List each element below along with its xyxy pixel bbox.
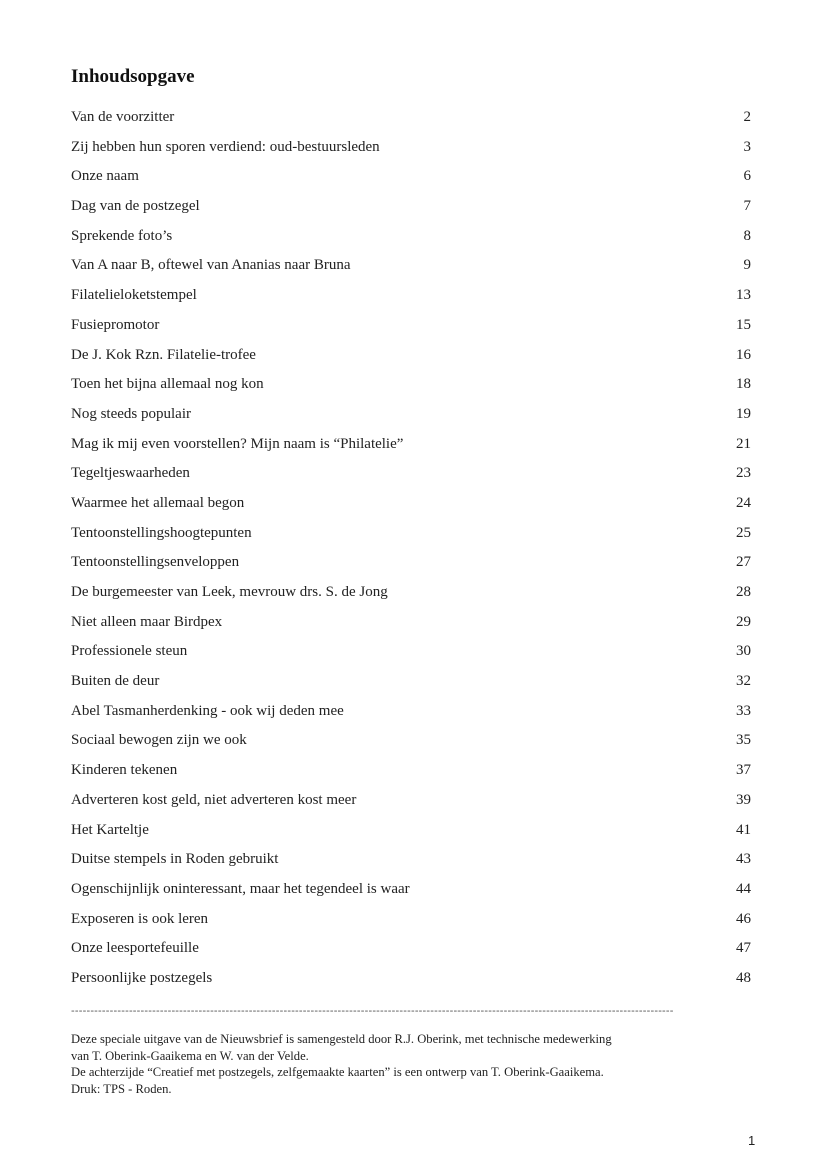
toc-entry [71,911,751,941]
toc-entry [71,139,751,169]
toc-entry-page: 41 [736,821,751,838]
toc-entry [71,673,751,703]
toc-entry-page: 21 [736,435,751,452]
toc-entry-title: Sprekende foto’s [71,227,173,244]
toc-entry-page: 33 [736,702,751,719]
toc-entry-page: 37 [736,762,751,779]
toc-entry [71,851,751,881]
toc-entry [71,228,751,258]
toc-entry-title: Ogenschijnlijk oninteressant, maar het tegendeel is waar [71,880,410,897]
toc-entry [71,168,751,198]
toc-entry-title: Van de voorzitter [71,109,175,125]
toc-entry-title: Waarmee het allemaal begon [71,494,245,511]
toc-entry-page: 46 [736,910,751,927]
toc-entry-title: Dag van de postzegel [71,198,200,215]
toc-entry-page: 19 [736,405,751,422]
toc-entry [71,376,751,406]
toc-entry-title: Tegeltjeswaarheden [71,465,190,482]
colophon-line: Druk: TPS - Roden. [71,1081,172,1096]
toc-entry-page: 28 [736,584,751,600]
toc-entry-page: 24 [736,494,751,511]
toc-entry [71,436,751,466]
table-of-contents [71,109,751,1000]
toc-entry-page: 9 [743,257,751,274]
toc-entry-page: 6 [743,168,751,185]
toc-entry-title: Toen het bijna allemaal nog kon [71,376,264,393]
colophon-line: Deze speciale uitgave van de Nieuwsbrief is samengesteld door R.J. Oberink, met technische medewerking [71,1032,612,1046]
toc-entry-page: 27 [736,554,751,571]
toc-entry-title: De J. Kok Rzn. Filatelie-trofee [71,346,256,363]
toc-entry-title: Het Karteltje [71,821,149,838]
toc-entry-page: 8 [743,227,751,244]
toc-entry-title: Niet alleen maar Birdpex [71,613,223,630]
toc-entry-title: Duitse stempels in Roden gebruikt [71,851,279,868]
toc-entry-title: Zij hebben hun sporen verdiend: oud-bestuursleden [71,138,380,155]
toc-entry-page: 39 [736,791,751,808]
toc-entry-title: Kinderen tekenen [71,762,178,779]
toc-entry-page: 25 [736,524,751,541]
toc-entry-title: Onze naam [71,168,139,185]
toc-entry [71,614,751,644]
toc-entry [71,317,751,347]
toc-entry [71,465,751,495]
toc-entry-title: Tentoonstellingshoogtepunten [71,524,252,541]
toc-entry-page: 32 [736,673,751,690]
toc-entry [71,970,751,1000]
colophon [71,1031,771,1097]
toc-entry-page: 16 [736,346,751,363]
toc-entry-title: Professionele steun [71,643,188,660]
toc-entry [71,347,751,377]
toc-entry-page: 3 [743,138,751,155]
dashed-separator: ------------------------------------------------------------------------------------------------------------------------------------------------------------ [71,1005,674,1017]
toc-entry-title: Abel Tasmanherdenking - ook wij deden mee [71,702,344,719]
toc-entry-title: Fusiepromotor [71,316,160,333]
toc-entry [71,525,751,555]
toc-entry-title: Adverteren kost geld, niet adverteren kost meer [71,791,357,808]
toc-entry [71,643,751,673]
toc-entry-title: Filatelieloketstempel [71,287,197,304]
toc-entry-title: Tentoonstellingsenveloppen [71,554,240,571]
toc-entry [71,792,751,822]
toc-entry-page: 44 [736,880,751,897]
toc-entry [71,287,751,317]
toc-entry-page: 18 [736,376,751,393]
toc-entry [71,584,751,614]
toc-entry-title: Van A naar B, oftewel van Ananias naar Bruna [71,257,351,274]
toc-entry-page: 15 [736,316,751,333]
toc-entry-title: Onze leesportefeuille [71,940,199,957]
toc-entry-page: 7 [743,198,751,215]
toc-entry-page: 48 [736,969,751,986]
toc-entry-page: 47 [736,940,751,957]
toc-entry-title: De burgemeester van Leek, mevrouw drs. S. de Jong [71,584,388,600]
toc-entry [71,881,751,911]
toc-entry-page: 30 [736,643,751,660]
toc-entry-page: 23 [736,465,751,482]
toc-entry [71,257,751,287]
toc-entry-page: 2 [743,109,751,125]
page-title: Inhoudsopgave [71,66,195,87]
toc-entry-title: Buiten de deur [71,673,160,690]
toc-entry-page: 29 [736,613,751,630]
toc-entry [71,554,751,584]
toc-entry-page: 35 [736,732,751,749]
toc-entry [71,406,751,436]
toc-entry [71,198,751,228]
toc-entry-title: Exposeren is ook leren [71,910,209,927]
toc-entry [71,703,751,733]
toc-entry [71,940,751,970]
toc-entry-title: Sociaal bewogen zijn we ook [71,732,247,749]
toc-entry-title: Mag ik mij even voorstellen? Mijn naam is “Philatelie” [71,435,404,452]
toc-entry-page: 43 [736,851,751,868]
toc-entry [71,762,751,792]
toc-entry [71,109,751,139]
colophon-line: van T. Oberink-Gaaikema en W. van der Velde. [71,1048,309,1063]
toc-entry-title: Nog steeds populair [71,405,191,422]
toc-entry [71,495,751,525]
toc-entry [71,822,751,852]
page-number: 1 [748,1133,756,1148]
colophon-line: De achterzijde “Creatief met postzegels, zelfgemaakte kaarten” is een ontwerp van T. Oberink-Gaaikema. [71,1065,604,1080]
toc-entry [71,732,751,762]
toc-entry-page: 13 [736,287,751,304]
toc-entry-title: Persoonlijke postzegels [71,969,213,986]
